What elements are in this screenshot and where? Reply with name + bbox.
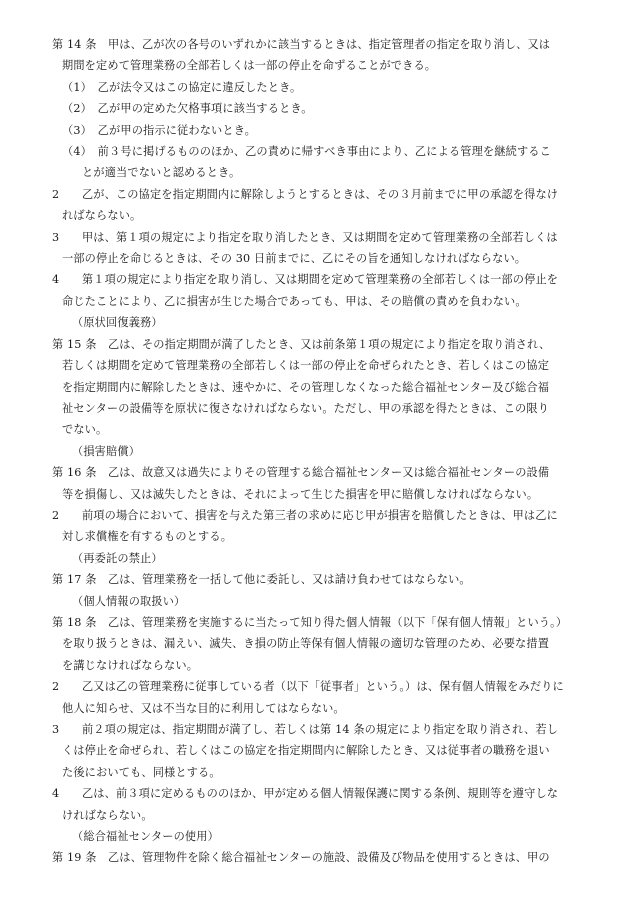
document-line: （3） 乙が甲の指示に従わないとき。 — [62, 123, 256, 137]
document-line: 3 前２項の規定は、指定期間が満了し、若しくは第 14 条の規定により指定を取り消され、若し — [52, 723, 559, 736]
document-line: （2） 乙が甲の定めた欠格事項に該当するとき。 — [62, 102, 313, 116]
document-line: くは停止を命ぜられ、若しくはこの協定を指定期間内に解除したとき、又は従事者の職務を退い — [62, 744, 550, 758]
document-line: を講じなければならない。 — [62, 658, 199, 672]
document-line: ければならない。 — [62, 808, 153, 822]
document-line: 第 15 条 乙は、その指定期間が満了したとき、又は前条第１項の規定により指定を取り消され、 — [52, 337, 551, 351]
document-line: 祉センターの設備等を原状に復さなければならない。ただし、甲の承認を得たときは、この限り — [62, 401, 550, 415]
document-line: 3 甲は、第１項の規定により指定を取り消したとき、又は期間を定めて管理業務の全部若しくは — [52, 230, 558, 244]
document-line: 4 乙は、前３項に定めるもののほか、甲が定める個人情報保護に関する条例、規則等を遵守しな — [52, 787, 559, 801]
document-line: 2 前項の場合において、損害を与えた第三者の求めに応じ甲が損害を賠償したときは、甲は乙に — [52, 508, 558, 522]
document-line: 第 16 条 乙は、故意又は過失によりその管理する総合福祉センター又は総合福祉センターの設備 — [52, 466, 550, 480]
document-line: 第 18 条 乙は、管理業務を実施するに当たって知り得た個人情報（以下「保有個人情報」という。） — [52, 615, 568, 629]
document-line: 2 乙又は乙の管理業務に従事している者（以下「従事者」という。）は、保有個人情報をみだりに — [52, 680, 564, 694]
document-line: 4 第１項の規定により指定を取り消し、又は期間を定めて管理業務の全部若しくは一部の停止を — [52, 273, 559, 287]
document-line: 2 乙が、この協定を指定期間内に解除しようとするときは、その３月前までに甲の承認を得なけ — [52, 187, 559, 201]
document-line: （原状回復義務） — [72, 316, 163, 330]
document-line: 等を損傷し、又は滅失したときは、それによって生じた損害を甲に賠償しなければならない。 — [62, 487, 539, 501]
document-line: 第 14 条 甲は、乙が次の各号のいずれかに該当するときは、指定管理者の指定を取り消し、又は — [52, 38, 551, 51]
document-line: を取り扱うときは、漏えい、滅失、き損の防止等保有個人情報の適切な管理のため、必要な措置 — [62, 637, 550, 651]
document-line: （再委託の禁止） — [72, 551, 163, 565]
document-line: （4） 前３号に掲げるもののほか、乙の責めに帰すべき事由により、乙による管理を継続するこ — [62, 145, 551, 159]
document-line: 他人に知らせ、又は不当な目的に利用してはならない。 — [62, 701, 345, 715]
document-line: を指定期間内に解除したときは、速やかに、その管理しなくなった総合福祉センター及び総合福 — [62, 380, 550, 394]
document-line: 第 19 条 乙は、管理物件を除く総合福祉センターの施設、設備及び物品を使用するときは、甲の — [52, 851, 550, 865]
document-line: 一部の停止を命じるときは、その 30 日前までに、乙にその旨を通知しなければならない。 — [62, 252, 527, 266]
document-line: （個人情報の取扱い） — [72, 594, 186, 608]
document-line: （総合福祉センターの使用） — [72, 830, 219, 844]
document-line: （1） 乙が法令又はこの協定に違反したとき。 — [62, 80, 302, 94]
document-line: 第 17 条 乙は、管理業務を一括して他に委託し、又は請け負わせてはならない。 — [52, 573, 471, 587]
document-line: （損害賠償） — [72, 444, 141, 458]
document-line: 期間を定めて管理業務の全部若しくは一部の停止を命ずることができる。 — [62, 59, 437, 73]
document-line: 対し求償権を有するものとする。 — [62, 530, 233, 544]
document-body — [52, 34, 586, 869]
document-line: でない。 — [62, 423, 108, 437]
document-line: ればならない。 — [62, 209, 142, 223]
document-line: た後においても、同様とする。 — [62, 765, 221, 779]
document-line: 命じたことにより、乙に損害が生じた場合であっても、甲は、その賠償の責めを負わない。 — [62, 294, 527, 308]
document-line: とが適当でないと認めるとき。 — [82, 166, 241, 180]
document-line: 若しくは期間を定めて管理業務の全部若しくは一部の停止を命ぜられたとき、若しくはこの協定 — [62, 359, 550, 373]
